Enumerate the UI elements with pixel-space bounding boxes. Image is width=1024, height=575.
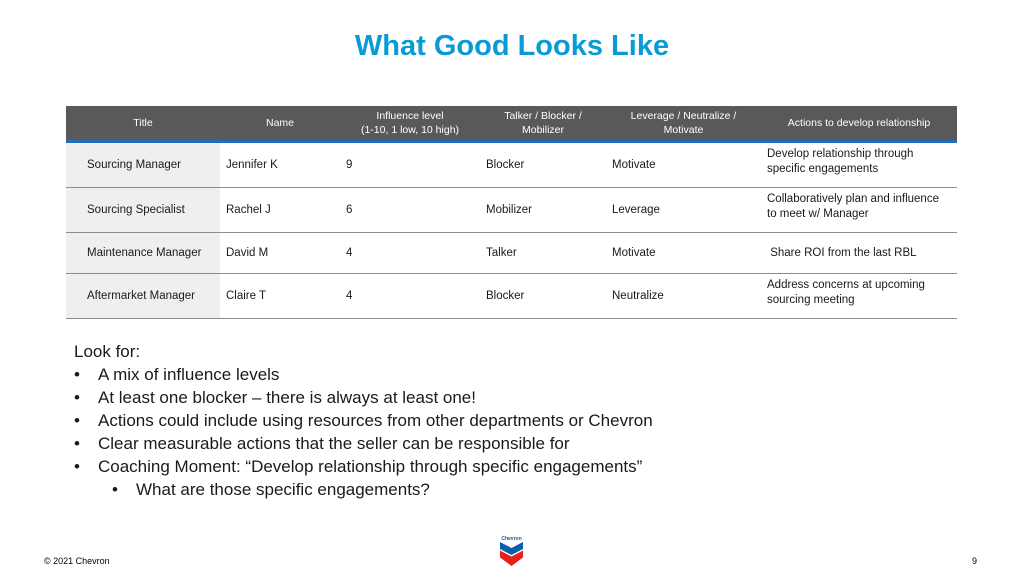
cell-strategy: Motivate	[606, 142, 761, 188]
table-header-row	[66, 106, 957, 142]
table-row	[66, 233, 957, 274]
list-item	[74, 386, 653, 409]
list-item-text: A mix of influence levels	[98, 365, 280, 384]
footer-copyright: © 2021 Chevron	[44, 556, 110, 566]
list-item	[74, 455, 653, 478]
bullet-icon: •	[74, 388, 80, 407]
cell-strategy: Neutralize	[606, 274, 761, 319]
slide-title: What Good Looks Like	[354, 30, 670, 62]
header-title: Title	[66, 106, 220, 142]
bullet-icon: •	[74, 411, 80, 430]
cell-name: Rachel J	[220, 188, 340, 233]
sub-list-item	[74, 478, 653, 501]
cell-role: Mobilizer	[480, 188, 606, 233]
bullet-icon: •	[74, 457, 80, 476]
table-row	[66, 188, 957, 233]
list-item-text: At least one blocker – there is always at least one!	[98, 388, 476, 407]
cell-role: Talker	[480, 233, 606, 274]
list-item-text: What are those specific engagements?	[136, 480, 430, 499]
table-row	[66, 274, 957, 319]
cell-influence-level: 6	[340, 188, 480, 233]
header-actions: Actions to develop relationship	[761, 106, 957, 142]
list-item	[74, 409, 653, 432]
cell-actions: Share ROI from the last RBL	[761, 233, 957, 274]
look-for-heading: Look for:	[74, 342, 141, 361]
cell-influence-level: 9	[340, 142, 480, 188]
list-item-text: Actions could include using resources from other departments or Chevron	[98, 411, 653, 430]
chevron-logo-icon	[498, 535, 525, 567]
header-name: Name	[220, 106, 340, 142]
look-for-list	[74, 340, 653, 501]
cell-influence-level: 4	[340, 274, 480, 319]
header-leverage-neutralize-motivate: Leverage / Neutralize / Motivate	[606, 106, 761, 142]
list-item-text: Coaching Moment: “Develop relationship through specific engagements”	[98, 457, 643, 476]
cell-name: Claire T	[220, 274, 340, 319]
relationship-table	[66, 106, 957, 319]
cell-title: Maintenance Manager	[66, 233, 220, 274]
cell-role: Blocker	[480, 142, 606, 188]
page-number: 9	[971, 556, 977, 566]
cell-role: Blocker	[480, 274, 606, 319]
table-row	[66, 142, 957, 188]
cell-actions: Collaboratively plan and influence to meet w/ Manager	[761, 188, 957, 233]
cell-actions: Develop relationship through specific engagements	[761, 142, 957, 188]
cell-influence-level: 4	[340, 233, 480, 274]
cell-title: Aftermarket Manager	[66, 274, 220, 319]
cell-title: Sourcing Manager	[66, 142, 220, 188]
list-item	[74, 432, 653, 455]
bullet-icon: •	[74, 365, 80, 384]
cell-name: Jennifer K	[220, 142, 340, 188]
bullet-icon: •	[74, 434, 80, 453]
list-item	[74, 363, 653, 386]
bullet-icon: •	[112, 480, 118, 499]
cell-name: David M	[220, 233, 340, 274]
list-item-text: Clear measurable actions that the seller can be responsible for	[98, 434, 570, 453]
logo-wordmark: Chevron	[501, 536, 522, 542]
cell-actions: Address concerns at upcoming sourcing meeting	[761, 274, 957, 319]
cell-strategy: Leverage	[606, 188, 761, 233]
cell-title: Sourcing Specialist	[66, 188, 220, 233]
header-talker-blocker-mobilizer: Talker / Blocker / Mobilizer	[480, 106, 606, 142]
cell-strategy: Motivate	[606, 233, 761, 274]
header-influence-level: Influence level (1-10, 1 low, 10 high)	[340, 106, 480, 142]
